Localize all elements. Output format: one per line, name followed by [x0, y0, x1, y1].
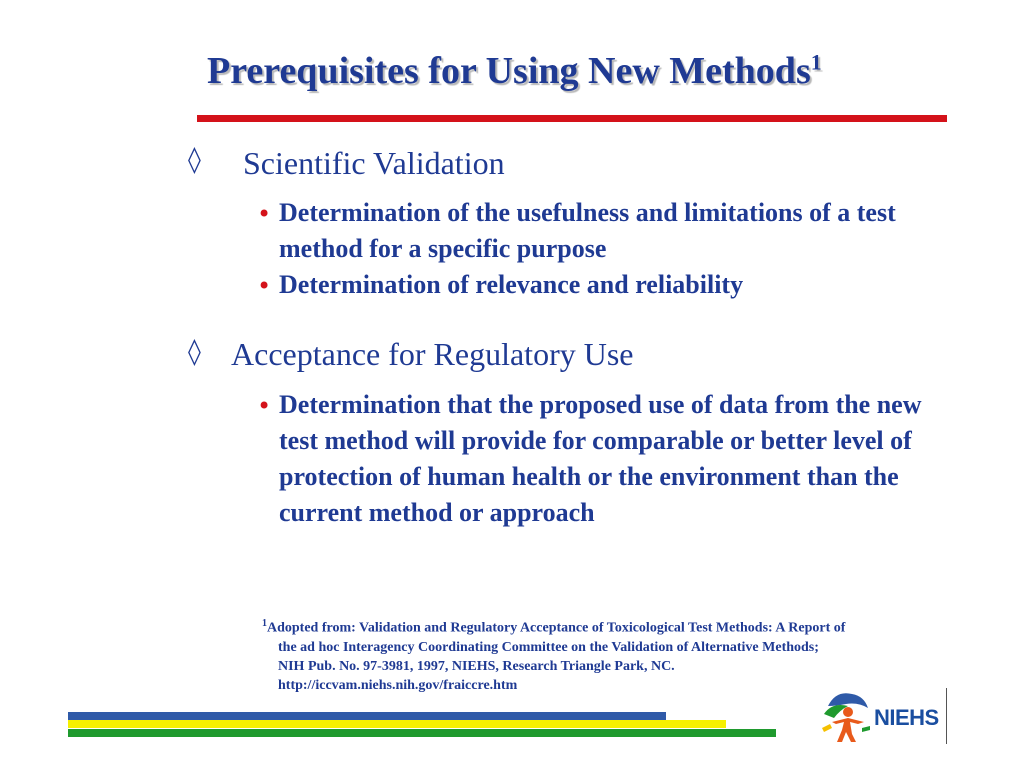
footer-bar-blue	[68, 712, 666, 720]
section-heading-scientific-validation: Scientific Validation	[243, 145, 505, 181]
niehs-logo-text: NIEHS	[874, 705, 939, 730]
slide-title-text: Prerequisites for Using New Methods	[207, 50, 811, 92]
logo-divider	[946, 688, 947, 744]
bullet-proposed-use-of-data: Determination that the proposed use of data from the new test method will provide for comparable or better level of protection of human health or the environment than the current method or approach	[279, 390, 922, 527]
bullet-dot: •	[257, 272, 272, 300]
bullet-usefulness-limitations: Determination of the usefulness and limitations of a test method for a specific purpose	[279, 198, 896, 263]
footnote-line-1: Adopted from: Validation and Regulatory Acceptance of Toxicological Test Methods: A Report of	[267, 620, 846, 636]
niehs-logo	[818, 688, 950, 744]
footnote-line-2: the ad hoc Interagency Coordinating Committee on the Validation of Alternative Methods;	[278, 639, 819, 655]
footnote	[262, 614, 982, 695]
slide-title	[207, 49, 822, 92]
bullet-dot: •	[257, 200, 272, 228]
footer-bar-yellow	[68, 720, 726, 728]
bullet-relevance-reliability: Determination of relevance and reliability	[279, 270, 744, 299]
diamond-bullet-icon: ◊	[188, 145, 201, 175]
footnote-marker: 1	[262, 618, 267, 629]
title-underline-rule	[197, 115, 947, 122]
title-footnote-marker: 1	[810, 49, 822, 75]
footnote-line-3: NIH Pub. No. 97-3981, 1997, NIEHS, Research Triangle Park, NC.	[278, 658, 675, 674]
diamond-bullet-icon: ◊	[188, 337, 201, 367]
section-heading-regulatory-acceptance: Acceptance for Regulatory Use	[231, 336, 634, 372]
footer-bar-green	[68, 729, 776, 737]
bullet-dot: •	[257, 392, 272, 420]
footnote-url: http://iccvam.niehs.nih.gov/fraiccre.htm	[278, 677, 518, 693]
niehs-figure-icon	[818, 688, 874, 744]
